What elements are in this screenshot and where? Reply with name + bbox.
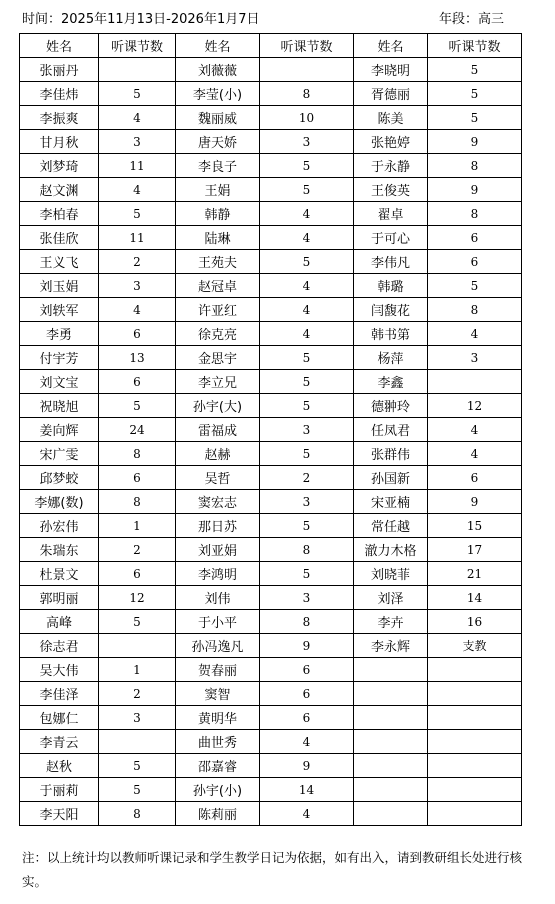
lesson-count-cell: 9 <box>428 178 522 202</box>
table-row <box>20 394 522 418</box>
lesson-count-cell: 4 <box>428 322 522 346</box>
teacher-name-cell: 于可心 <box>354 226 428 250</box>
lesson-count-cell: 8 <box>99 802 176 826</box>
teacher-name-cell: 郭明丽 <box>20 586 99 610</box>
table-row <box>20 778 522 802</box>
teacher-name-cell: 李鑫 <box>354 370 428 394</box>
lesson-count-cell: 4 <box>260 298 354 322</box>
teacher-name-cell: 窦智 <box>176 682 260 706</box>
lesson-count-cell: 5 <box>428 58 522 82</box>
teacher-name-cell: 邵嘉睿 <box>176 754 260 778</box>
teacher-name-cell: 赵冠卓 <box>176 274 260 298</box>
teacher-name-cell: 宋广雯 <box>20 442 99 466</box>
table-row <box>20 58 522 82</box>
lesson-count-cell <box>99 634 176 658</box>
lesson-count-cell: 4 <box>260 274 354 298</box>
grade-label: 年段：高三 <box>438 12 504 27</box>
lesson-count-cell: 6 <box>428 226 522 250</box>
teacher-name-cell: 吴大伟 <box>20 658 99 682</box>
teacher-name-cell: 李佳炜 <box>20 82 99 106</box>
table-row <box>20 154 522 178</box>
table-row <box>20 586 522 610</box>
lesson-count-cell: 13 <box>99 346 176 370</box>
lesson-count-cell: 11 <box>99 154 176 178</box>
teacher-name-cell: 刘玉娟 <box>20 274 99 298</box>
lesson-count-cell: 5 <box>260 442 354 466</box>
lesson-count-cell: 9 <box>428 490 522 514</box>
teacher-name-cell: 李勇 <box>20 322 99 346</box>
teacher-name-cell: 唐天娇 <box>176 130 260 154</box>
teacher-name-cell: 刘泽 <box>354 586 428 610</box>
teacher-name-cell: 刘轶军 <box>20 298 99 322</box>
lesson-count-cell: 4 <box>428 418 522 442</box>
teacher-name-cell: 王苑夫 <box>176 250 260 274</box>
teacher-name-cell: 李永辉 <box>354 634 428 658</box>
lesson-count-cell <box>428 730 522 754</box>
lesson-count-cell: 5 <box>260 370 354 394</box>
lesson-count-cell: 8 <box>260 82 354 106</box>
lesson-count-cell: 6 <box>428 250 522 274</box>
table-row <box>20 730 522 754</box>
table-row <box>20 466 522 490</box>
teacher-name-cell: 李晓明 <box>354 58 428 82</box>
table-body <box>20 58 522 826</box>
teacher-name-cell: 魏丽威 <box>176 106 260 130</box>
table-row <box>20 274 522 298</box>
teacher-name-cell: 胥德丽 <box>354 82 428 106</box>
teacher-name-cell: 张艳婷 <box>354 130 428 154</box>
lesson-count-cell: 3 <box>428 346 522 370</box>
teacher-name-cell: 李佳泽 <box>20 682 99 706</box>
table-row <box>20 658 522 682</box>
lesson-count-cell: 6 <box>99 370 176 394</box>
teacher-name-cell <box>354 754 428 778</box>
lesson-count-cell: 12 <box>99 586 176 610</box>
teacher-name-cell: 赵赫 <box>176 442 260 466</box>
teacher-name-cell: 包娜仁 <box>20 706 99 730</box>
lesson-count-cell: 4 <box>260 226 354 250</box>
teacher-name-cell: 孙冯逸凡 <box>176 634 260 658</box>
table-row <box>20 682 522 706</box>
lesson-count-cell: 24 <box>99 418 176 442</box>
table-row <box>20 226 522 250</box>
lesson-count-cell: 5 <box>99 754 176 778</box>
teacher-name-cell: 于丽莉 <box>20 778 99 802</box>
lesson-count-cell: 4 <box>260 802 354 826</box>
column-header-name: 姓名 <box>20 34 99 58</box>
lesson-count-cell: 8 <box>428 154 522 178</box>
teacher-name-cell: 刘伟 <box>176 586 260 610</box>
teacher-name-cell: 任凤君 <box>354 418 428 442</box>
teacher-name-cell: 刘梦琦 <box>20 154 99 178</box>
lesson-count-cell: 21 <box>428 562 522 586</box>
lesson-count-cell: 4 <box>99 298 176 322</box>
lesson-count-cell: 5 <box>428 106 522 130</box>
teacher-name-cell: 孙宇(大) <box>176 394 260 418</box>
lesson-count-cell: 2 <box>99 250 176 274</box>
lesson-count-cell: 17 <box>428 538 522 562</box>
lesson-count-cell: 3 <box>260 490 354 514</box>
teacher-name-cell: 朱瑞东 <box>20 538 99 562</box>
teacher-name-cell: 张群伟 <box>354 442 428 466</box>
teacher-name-cell: 赵秋 <box>20 754 99 778</box>
lesson-count-cell <box>428 778 522 802</box>
lesson-count-cell: 2 <box>99 538 176 562</box>
lesson-count-cell: 5 <box>260 178 354 202</box>
teacher-name-cell: 于小平 <box>176 610 260 634</box>
table-row <box>20 514 522 538</box>
teacher-name-cell: 李青云 <box>20 730 99 754</box>
teacher-name-cell: 邱梦蛟 <box>20 466 99 490</box>
lesson-count-cell <box>428 682 522 706</box>
teacher-name-cell: 李娜(数) <box>20 490 99 514</box>
teacher-name-cell: 刘晓菲 <box>354 562 428 586</box>
table-row <box>20 250 522 274</box>
table-row <box>20 82 522 106</box>
teacher-name-cell: 宋亚楠 <box>354 490 428 514</box>
table-row <box>20 106 522 130</box>
teacher-name-cell <box>354 730 428 754</box>
column-header-name: 姓名 <box>176 34 260 58</box>
lesson-count-cell: 6 <box>260 658 354 682</box>
teacher-name-cell: 吴哲 <box>176 466 260 490</box>
teacher-name-cell <box>354 706 428 730</box>
lesson-count-cell: 5 <box>260 154 354 178</box>
table-row <box>20 490 522 514</box>
report-header <box>22 8 504 28</box>
teacher-name-cell: 那日苏 <box>176 514 260 538</box>
teacher-name-cell: 李卉 <box>354 610 428 634</box>
column-header-count: 听课节数 <box>260 34 354 58</box>
teacher-name-cell: 张佳欣 <box>20 226 99 250</box>
teacher-name-cell: 李伟凡 <box>354 250 428 274</box>
lesson-count-cell: 5 <box>99 610 176 634</box>
lesson-count-cell: 9 <box>260 754 354 778</box>
teacher-name-cell: 高峰 <box>20 610 99 634</box>
period-label: 时间：2025年11月13日-2026年1月7日 <box>22 12 260 27</box>
lesson-count-cell: 4 <box>260 202 354 226</box>
lesson-count-cell <box>428 802 522 826</box>
teacher-name-cell: 姜向辉 <box>20 418 99 442</box>
lesson-count-cell <box>99 58 176 82</box>
lesson-count-cell: 1 <box>99 514 176 538</box>
teacher-name-cell: 徐克亮 <box>176 322 260 346</box>
teacher-name-cell: 祝晓旭 <box>20 394 99 418</box>
table-row <box>20 202 522 226</box>
teacher-name-cell: 李柏春 <box>20 202 99 226</box>
teacher-name-cell: 张丽丹 <box>20 58 99 82</box>
lesson-count-cell: 5 <box>260 250 354 274</box>
table-row <box>20 706 522 730</box>
lesson-count-cell: 3 <box>260 586 354 610</box>
lesson-count-cell: 4 <box>99 178 176 202</box>
teacher-name-cell: 曲世秀 <box>176 730 260 754</box>
teacher-name-cell: 翟卓 <box>354 202 428 226</box>
teacher-name-cell: 陈美 <box>354 106 428 130</box>
lesson-count-cell: 5 <box>99 82 176 106</box>
lesson-count-cell: 12 <box>428 394 522 418</box>
table-header-row <box>20 34 522 58</box>
lesson-count-cell: 3 <box>260 130 354 154</box>
column-header-count: 听课节数 <box>99 34 176 58</box>
lesson-count-cell: 15 <box>428 514 522 538</box>
lesson-count-cell: 9 <box>428 130 522 154</box>
lesson-count-cell: 11 <box>99 226 176 250</box>
lesson-count-cell <box>428 370 522 394</box>
lesson-count-cell <box>428 706 522 730</box>
lesson-count-cell: 5 <box>428 82 522 106</box>
attendance-table <box>19 33 522 826</box>
teacher-name-cell: 赵文渊 <box>20 178 99 202</box>
teacher-name-cell: 窦宏志 <box>176 490 260 514</box>
teacher-name-cell: 刘薇薇 <box>176 58 260 82</box>
teacher-name-cell: 贺春丽 <box>176 658 260 682</box>
lesson-count-cell: 8 <box>428 202 522 226</box>
teacher-name-cell <box>354 658 428 682</box>
teacher-name-cell: 李良子 <box>176 154 260 178</box>
lesson-count-cell: 5 <box>260 514 354 538</box>
table-row <box>20 370 522 394</box>
teacher-name-cell: 孙宇(小) <box>176 778 260 802</box>
lesson-count-cell: 8 <box>260 610 354 634</box>
lesson-count-cell: 6 <box>428 466 522 490</box>
lesson-count-cell: 6 <box>99 562 176 586</box>
lesson-count-cell: 8 <box>428 298 522 322</box>
teacher-name-cell: 刘亚娟 <box>176 538 260 562</box>
lesson-count-cell: 3 <box>260 418 354 442</box>
lesson-count-cell <box>99 730 176 754</box>
lesson-count-cell: 8 <box>99 490 176 514</box>
lesson-count-cell: 5 <box>428 274 522 298</box>
lesson-count-cell: 10 <box>260 106 354 130</box>
lesson-count-cell: 5 <box>99 202 176 226</box>
lesson-count-cell: 6 <box>260 706 354 730</box>
teacher-name-cell: 澈力木格 <box>354 538 428 562</box>
lesson-count-cell: 5 <box>99 394 176 418</box>
lesson-count-cell: 4 <box>428 442 522 466</box>
table-row <box>20 130 522 154</box>
lesson-count-cell: 6 <box>99 466 176 490</box>
lesson-count-cell: 4 <box>260 322 354 346</box>
teacher-name-cell: 孙宏伟 <box>20 514 99 538</box>
lesson-count-cell: 6 <box>99 322 176 346</box>
teacher-name-cell: 闫馥花 <box>354 298 428 322</box>
teacher-name-cell: 于永静 <box>354 154 428 178</box>
lesson-count-cell: 8 <box>99 442 176 466</box>
lesson-count-cell: 8 <box>260 538 354 562</box>
table-row <box>20 298 522 322</box>
column-header-count: 听课节数 <box>428 34 522 58</box>
teacher-name-cell: 王娟 <box>176 178 260 202</box>
teacher-name-cell: 常任越 <box>354 514 428 538</box>
teacher-name-cell: 韩璐 <box>354 274 428 298</box>
lesson-count-cell: 2 <box>260 466 354 490</box>
teacher-name-cell: 李振爽 <box>20 106 99 130</box>
lesson-count-cell: 6 <box>260 682 354 706</box>
table-row <box>20 754 522 778</box>
teacher-name-cell: 韩静 <box>176 202 260 226</box>
lesson-count-cell <box>260 58 354 82</box>
lesson-count-cell <box>428 754 522 778</box>
lesson-count-cell: 3 <box>99 274 176 298</box>
table-row <box>20 610 522 634</box>
table-row <box>20 442 522 466</box>
teacher-name-cell: 刘文宝 <box>20 370 99 394</box>
lesson-count-cell: 支教 <box>428 634 522 658</box>
teacher-name-cell: 徐志君 <box>20 634 99 658</box>
lesson-count-cell: 5 <box>260 562 354 586</box>
table-row <box>20 802 522 826</box>
lesson-count-cell: 2 <box>99 682 176 706</box>
lesson-count-cell: 14 <box>428 586 522 610</box>
teacher-name-cell: 李莹(小) <box>176 82 260 106</box>
lesson-count-cell: 5 <box>260 346 354 370</box>
teacher-name-cell: 李天阳 <box>20 802 99 826</box>
footnote: 注：以上统计均以教师听课记录和学生教学日记为依据，如有出入，请到教研组长处进行核实。 <box>22 850 523 889</box>
lesson-count-cell: 4 <box>260 730 354 754</box>
table-row <box>20 634 522 658</box>
teacher-name-cell <box>354 682 428 706</box>
teacher-name-cell: 杜景文 <box>20 562 99 586</box>
lesson-count-cell: 14 <box>260 778 354 802</box>
teacher-name-cell: 杨萍 <box>354 346 428 370</box>
table-row <box>20 418 522 442</box>
teacher-name-cell: 许亚红 <box>176 298 260 322</box>
lesson-count-cell: 4 <box>99 106 176 130</box>
teacher-name-cell <box>354 802 428 826</box>
teacher-name-cell: 李立兄 <box>176 370 260 394</box>
lesson-count-cell: 5 <box>99 778 176 802</box>
teacher-name-cell: 王义飞 <box>20 250 99 274</box>
lesson-count-cell: 5 <box>260 394 354 418</box>
teacher-name-cell: 李鸿明 <box>176 562 260 586</box>
lesson-count-cell: 16 <box>428 610 522 634</box>
teacher-name-cell: 王俊英 <box>354 178 428 202</box>
lesson-count-cell: 1 <box>99 658 176 682</box>
teacher-name-cell: 甘月秋 <box>20 130 99 154</box>
teacher-name-cell: 陈莉丽 <box>176 802 260 826</box>
teacher-name-cell: 金思宇 <box>176 346 260 370</box>
lesson-count-cell <box>428 658 522 682</box>
table-row <box>20 538 522 562</box>
lesson-count-cell: 3 <box>99 130 176 154</box>
table-row <box>20 346 522 370</box>
teacher-name-cell <box>354 778 428 802</box>
lesson-count-cell: 3 <box>99 706 176 730</box>
table-row <box>20 178 522 202</box>
teacher-name-cell: 韩书第 <box>354 322 428 346</box>
teacher-name-cell: 德翀玲 <box>354 394 428 418</box>
table-row <box>20 322 522 346</box>
teacher-name-cell: 陆琳 <box>176 226 260 250</box>
column-header-name: 姓名 <box>354 34 428 58</box>
table-row <box>20 562 522 586</box>
teacher-name-cell: 付宇芳 <box>20 346 99 370</box>
lesson-count-cell: 9 <box>260 634 354 658</box>
teacher-name-cell: 黄明华 <box>176 706 260 730</box>
teacher-name-cell: 孙国新 <box>354 466 428 490</box>
teacher-name-cell: 雷福成 <box>176 418 260 442</box>
